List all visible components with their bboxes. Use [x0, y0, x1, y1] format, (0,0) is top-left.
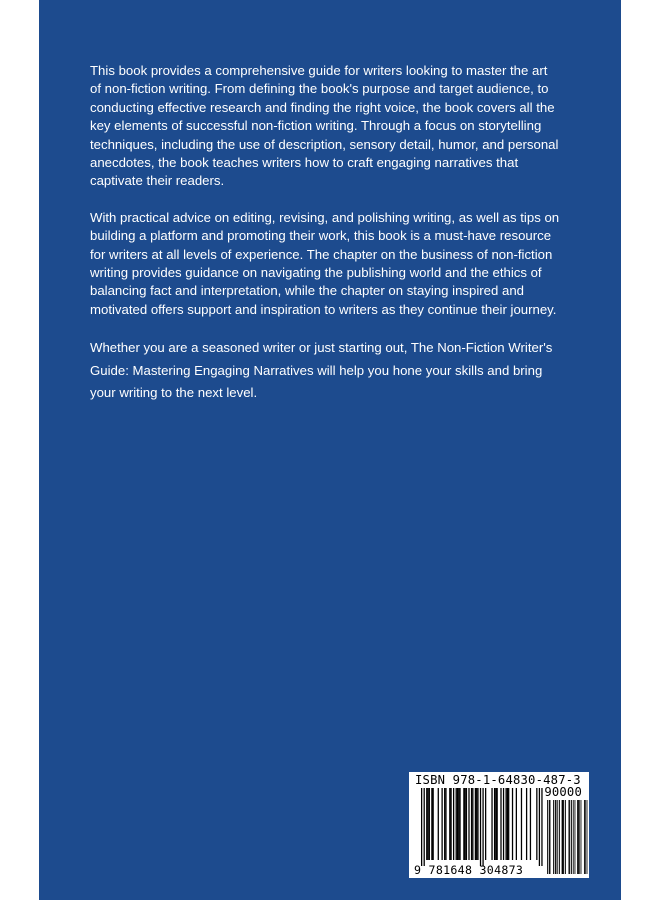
addon-bar — [555, 800, 556, 874]
barcode-bar — [449, 788, 450, 860]
addon-bar — [569, 800, 570, 874]
description-paragraph-3: Whether you are a seasoned writer or just starting out, The Non-Fiction Writer's Guide: Mastering Engaging Narratives will help you hone your skills and bring your writing to the next level. — [90, 340, 553, 401]
barcode-bar — [426, 788, 427, 860]
barcode-bar — [485, 788, 486, 860]
addon-bar — [549, 800, 550, 874]
addon-bar — [577, 800, 578, 874]
addon-bar — [571, 800, 572, 874]
barcode-bar — [512, 788, 513, 860]
addon-bar — [565, 800, 566, 874]
barcode-bar — [475, 788, 476, 860]
barcode-bar — [477, 788, 478, 860]
barcode-bar — [482, 788, 483, 866]
barcode-bar — [427, 788, 428, 860]
barcode-bar — [503, 788, 504, 860]
barcode-bar — [445, 788, 446, 860]
barcode-bar — [508, 788, 509, 860]
barcode-bar — [458, 788, 459, 860]
barcode-bar — [466, 788, 467, 860]
addon-bar — [587, 800, 588, 874]
barcode-bar — [497, 788, 498, 860]
addon-bar — [550, 800, 551, 874]
ean-digits: 9 781648 304873 — [414, 863, 524, 877]
barcode-bar — [465, 788, 466, 860]
addon-bar — [547, 800, 548, 874]
barcode-bar — [421, 788, 422, 866]
barcode-bar — [521, 788, 522, 860]
main-barcode-bars — [421, 788, 543, 866]
addon-bar — [585, 800, 586, 874]
addon-bar — [573, 800, 574, 874]
barcode-bar — [530, 788, 531, 860]
addon-bar — [569, 800, 570, 874]
barcode-bar — [457, 788, 458, 860]
barcode-bar — [516, 788, 517, 860]
addon-bar — [559, 800, 560, 874]
barcode-bar — [526, 788, 527, 860]
addon-bar — [557, 800, 558, 874]
barcode-bar — [476, 788, 477, 860]
addon-bar — [581, 800, 582, 874]
addon-bar — [556, 800, 557, 874]
barcode-bar — [463, 788, 464, 860]
isbn-barcode — [409, 772, 589, 878]
barcode-bar — [480, 788, 481, 866]
barcode-bar — [471, 788, 472, 860]
addon-bar — [578, 800, 579, 874]
barcode-bar — [424, 788, 425, 866]
price-code: 90000 — [544, 785, 582, 799]
addon-bar — [562, 800, 563, 874]
isbn-label: ISBN 978-1-64830-487-3 — [415, 773, 581, 787]
barcode-bar — [472, 788, 473, 860]
barcode-bar — [441, 788, 442, 860]
barcode-bar — [456, 788, 457, 860]
barcode-bar — [495, 788, 496, 860]
barcode-bar — [444, 788, 445, 860]
barcode-bar — [507, 788, 508, 860]
barcode-bar — [433, 788, 434, 860]
barcode-bar — [459, 788, 460, 860]
barcode-bar — [500, 788, 501, 860]
description-paragraph-1: This book provides a comprehensive guide for writers looking to master the art of non-fiction writing. From defining the book's purpose and target audience, to conducting effective research and finding the right voice, the book covers all the key elements of successful non-fiction writing. Through a focus on storytelling techniques, including the use of description, sensory detail, humor, and personal anecdotes, the book teaches writers how to craft engaging narratives that captivate their readers. — [90, 63, 559, 189]
barcode-bar — [431, 788, 432, 860]
barcode-bar — [494, 788, 495, 860]
barcode-bar — [505, 788, 506, 860]
addon-bar — [562, 800, 563, 874]
barcode-bar — [438, 788, 439, 860]
addon-bar — [553, 800, 554, 874]
barcode-bar — [536, 788, 537, 860]
addon-bar — [563, 800, 564, 874]
addon-bar — [579, 800, 580, 874]
book-description — [90, 62, 560, 423]
addon-bar — [575, 800, 576, 874]
addon-barcode-bars — [547, 800, 587, 874]
barcode-bar — [468, 788, 469, 860]
barcode-bar — [450, 788, 451, 860]
description-paragraph-2: With practical advice on editing, revising, and polishing writing, as well as tips on building a platform and promoting their work, this book is a must-have resource for writers at all levels of experience. The chapter on the business of non-fiction writing provides guidance on navigating the publishing world and the ethics of balancing fact and interpretation, while the chapter on staying inspired and motivated offers support and inspiration to writers as they continue their journey. — [90, 209, 560, 317]
barcode-bar — [429, 788, 430, 860]
barcode-bar — [541, 788, 542, 866]
barcode-bar — [491, 788, 492, 860]
barcode-bar — [539, 788, 540, 866]
addon-bar — [584, 800, 585, 874]
barcode-bar — [453, 788, 454, 860]
